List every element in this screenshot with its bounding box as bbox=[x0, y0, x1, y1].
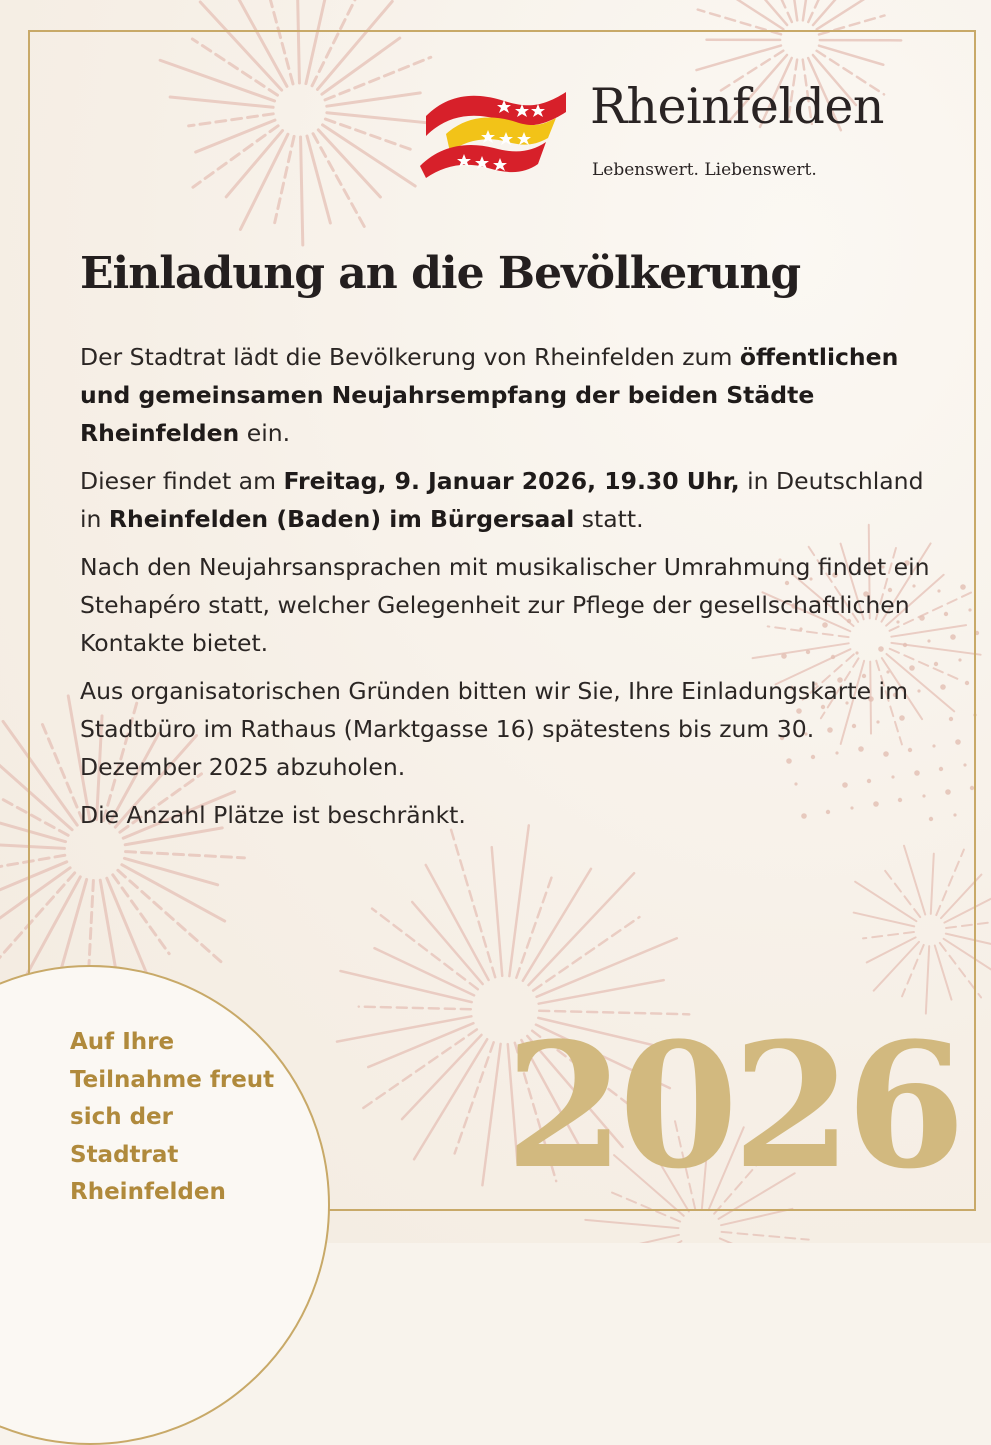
invitation-text bbox=[80, 338, 940, 844]
signoff bbox=[70, 1024, 310, 1212]
paragraph-5: Die Anzahl Plätze ist beschränkt. bbox=[80, 796, 940, 834]
p1-text-c: ein. bbox=[239, 419, 290, 447]
brand-name: Rheinfelden bbox=[590, 82, 884, 131]
paragraph-4: Aus organisatorischen Gründen bitten wir Sie, Ihre Einladungskarte im Stadtbüro im Rathaus (Marktgasse 16) spätestens bis zum 30. Dezember 2025 abzuholen. bbox=[80, 672, 940, 786]
signoff-line: Stadtrat bbox=[70, 1137, 310, 1175]
signoff-line: Teilnahme freut bbox=[70, 1062, 310, 1100]
signoff-line: sich der bbox=[70, 1099, 310, 1137]
paragraph-2 bbox=[80, 462, 940, 538]
p2-text-c: in Deutschland in bbox=[80, 467, 923, 533]
signoff-line: Auf Ihre bbox=[70, 1024, 310, 1062]
p2-text-a: Dieser findet am bbox=[80, 467, 283, 495]
p1-text-a: Der Stadtrat lädt die Bevölkerung von Rheinfelden zum bbox=[80, 343, 740, 371]
event-date: Freitag, 9. Januar 2026, 19.30 Uhr, bbox=[283, 467, 739, 495]
p1-emphasis: öffentlichen und gemeinsamen Neujahrsempfang der beiden Städte Rheinfelden bbox=[80, 343, 898, 447]
event-location: Rheinfelden (Baden) im Bürgersaal bbox=[109, 505, 574, 533]
headline: Einladung an die Bevölkerung bbox=[80, 250, 800, 298]
signoff-line: Rheinfelden bbox=[70, 1174, 310, 1212]
p2-text-e: statt. bbox=[574, 505, 643, 533]
paragraph-1 bbox=[80, 338, 940, 452]
paragraph-3: Nach den Neujahrsansprachen mit musikalischer Umrahmung findet ein Stehapéro statt, welcher Gelegenheit zur Pflege der gesellschaftlichen Kontakte bietet. bbox=[80, 548, 940, 662]
year-numerals: 2026 bbox=[505, 1020, 960, 1192]
brand-tagline: Lebenswert. Liebenswert. bbox=[592, 162, 817, 179]
rheinfelden-logo-icon bbox=[416, 86, 572, 178]
